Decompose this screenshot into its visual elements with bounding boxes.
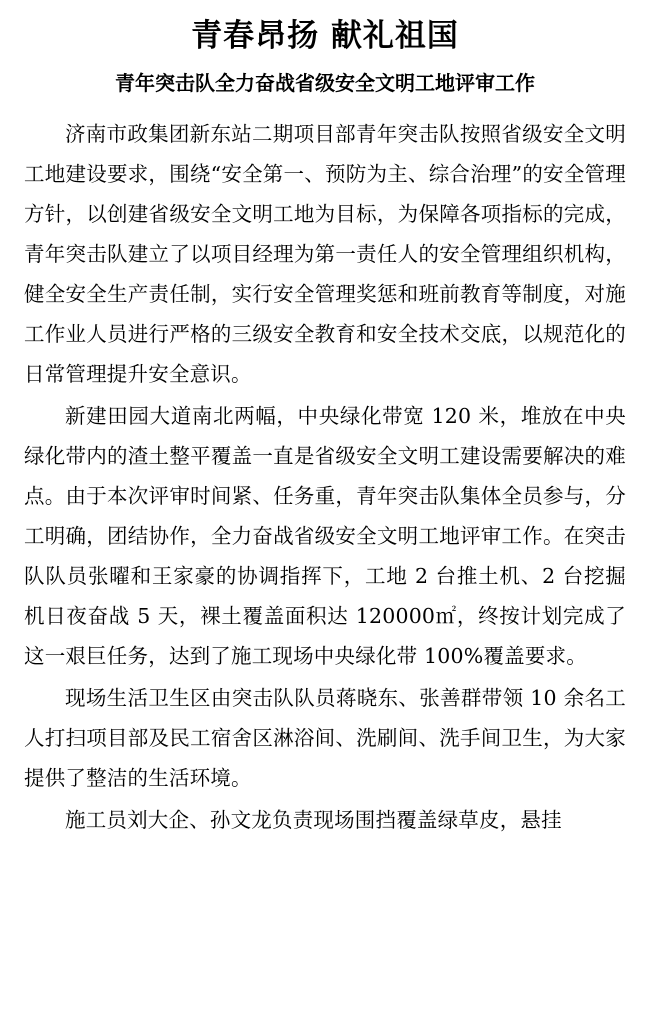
paragraph: 新建田园大道南北两幅，中央绿化带宽 120 米，堆放在中央绿化带内的渣土整平覆盖一直是省级安全文明工建设需要解决的难点。由于本次评审时间紧、任务重，青年突击队集体全员参与，分工明确，团结协作，全力奋战省级安全文明工地评审工作。在突击队队员张曜和王家豪的协调指挥下，工地 2 台推土机、2 台挖掘机日夜奋战 5 天，裸土覆盖面积达 120000㎡，终按计划完成了这一艰巨任务，达到了施工现场中央绿化带 100%覆盖要求。 [24, 404, 626, 669]
page-title: 青春昂扬 献礼祖国 [191, 18, 459, 54]
paragraph: 施工员刘大企、孙文龙负责现场围挡覆盖绿草皮，悬挂 [65, 808, 562, 833]
paragraph: 济南市政集团新东站二期项目部青年突击队按照省级安全文明工地建设要求，围绕“安全第一、预防为主、综合治理”的安全管理方针，以创建省级安全文明工地为目标，为保障各项指标的完成，青年突击队建立了以项目经理为第一责任人的安全管理组织机构，健全安全生产责任制，实行安全管理奖惩和班前教育等制度，对施工作业人员进行严格的三级安全教育和安全技术交底，以规范化的日常管理提升安全意识。 [24, 122, 626, 387]
document-body [24, 114, 626, 840]
paragraph: 现场生活卫生区由突击队队员蒋晓东、张善群带领 10 余名工人打扫项目部及民工宿舍区淋浴间、洗刷间、洗手间卫生，为大家提供了整洁的生活环境。 [24, 686, 626, 791]
page-subtitle: 青年突击队全力奋战省级安全文明工地评审工作 [115, 71, 535, 96]
